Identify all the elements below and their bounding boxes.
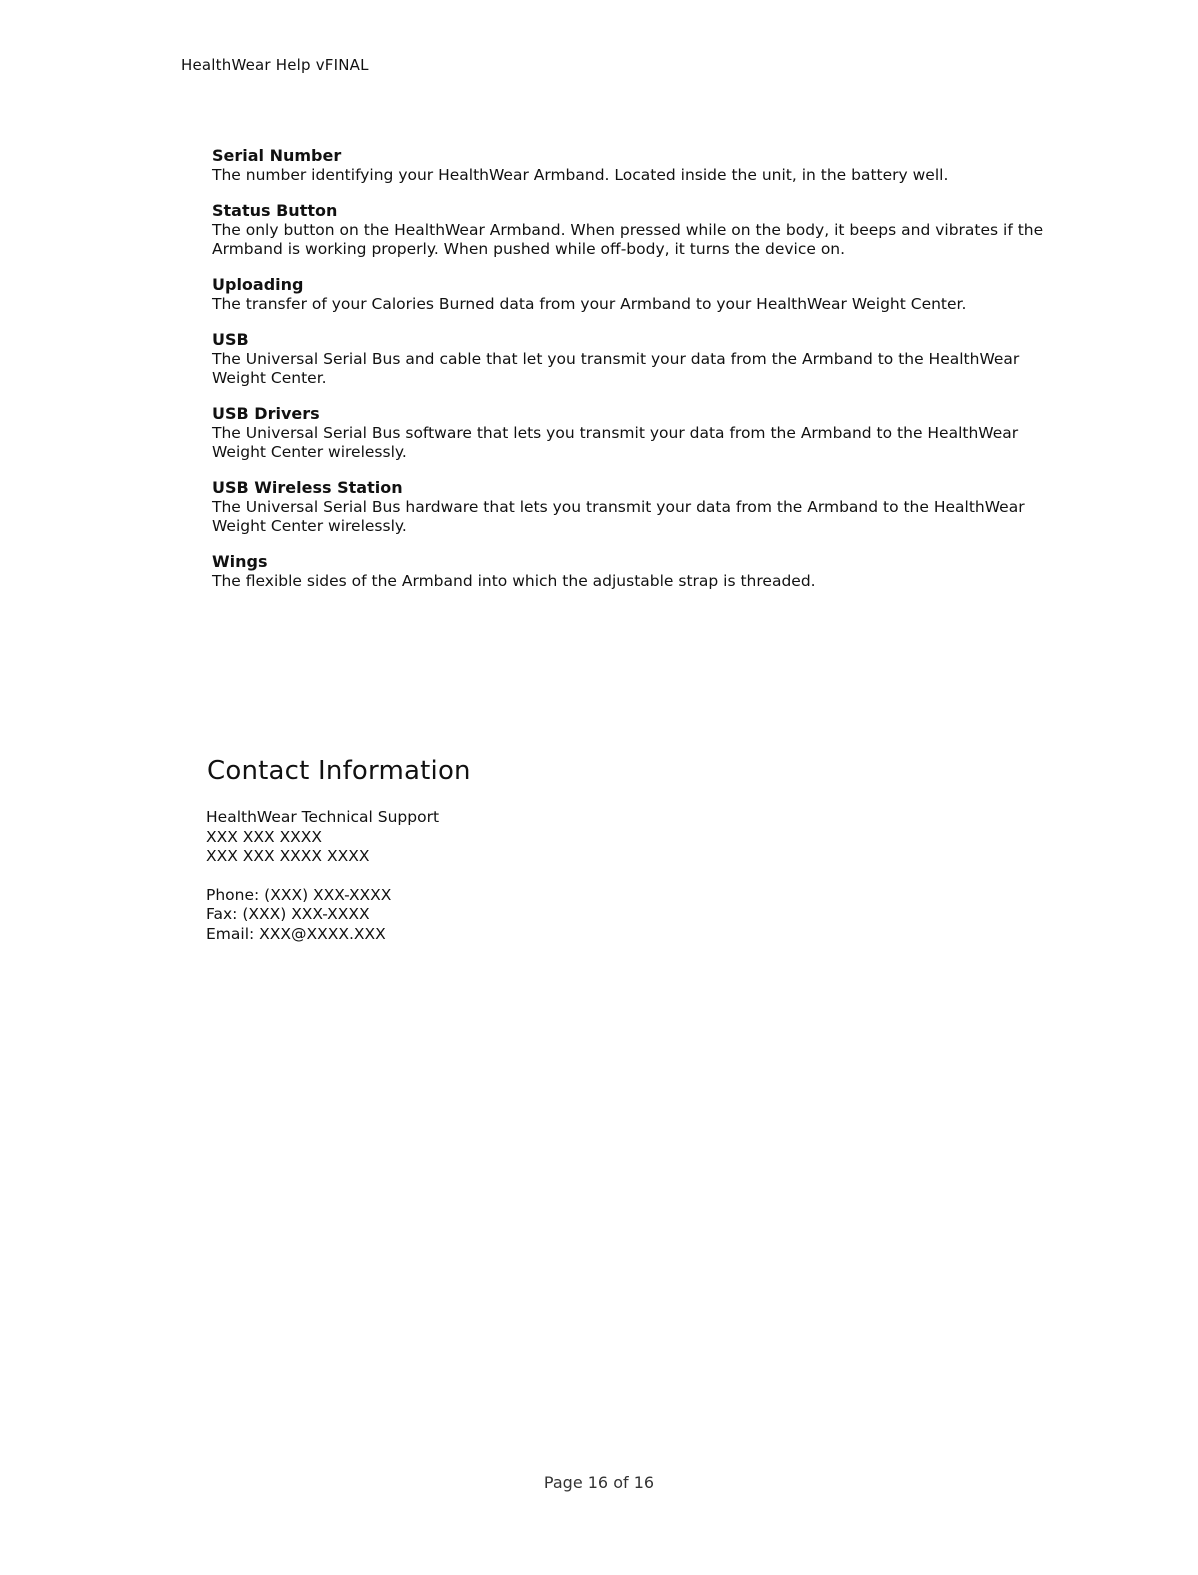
glossary-entry xyxy=(212,275,1052,314)
document-header: HealthWear Help vFINAL xyxy=(181,56,369,74)
glossary-definition: The Universal Serial Bus and cable that let you transmit your data from the Armband to the HealthWear Weight Center. xyxy=(212,350,1020,387)
glossary-entry xyxy=(212,552,1052,591)
contact-section-title: Contact Information xyxy=(207,756,471,786)
glossary-list xyxy=(212,146,1052,607)
glossary-entry xyxy=(212,146,1052,185)
glossary-entry xyxy=(212,330,1052,388)
page-footer xyxy=(0,1473,1198,1492)
glossary-definition: The number identifying your HealthWear Armband. Located inside the unit, in the battery well. xyxy=(212,166,949,184)
glossary-definition: The Universal Serial Bus software that lets you transmit your data from the Armband to the HealthWear Weight Center wirelessly. xyxy=(212,424,1019,461)
glossary-definition: The only button on the HealthWear Armband. When pressed while on the body, it beeps and vibrates if the Armband is working properly. When pushed while off-body, it turns the device on. xyxy=(212,221,1044,258)
contact-fax: Fax: (XXX) XXX-XXXX xyxy=(206,905,370,923)
contact-email: Email: XXX@XXXX.XXX xyxy=(206,924,386,943)
glossary-term: USB xyxy=(212,330,249,349)
glossary-term: Wings xyxy=(212,552,268,571)
glossary-term: USB Wireless Station xyxy=(212,478,403,497)
glossary-term: USB Drivers xyxy=(212,404,320,423)
glossary-definition: The flexible sides of the Armband into which the adjustable strap is threaded. xyxy=(212,572,816,590)
contact-address-line: XXX XXX XXXX xyxy=(206,827,323,846)
glossary-term: Status Button xyxy=(212,201,338,220)
glossary-term: Uploading xyxy=(212,275,304,294)
glossary-entry xyxy=(212,201,1052,259)
contact-phone: Phone: (XXX) XXX-XXXX xyxy=(206,885,392,904)
contact-spacer xyxy=(206,867,439,886)
glossary-term: Serial Number xyxy=(212,146,342,165)
contact-details xyxy=(206,808,439,944)
contact-address-line: XXX XXX XXXX XXXX xyxy=(206,847,370,865)
page-number: Page 16 of 16 xyxy=(543,1473,655,1492)
glossary-entry xyxy=(212,404,1052,462)
glossary-definition: The Universal Serial Bus hardware that lets you transmit your data from the Armband to the HealthWear Weight Center wirelessly. xyxy=(212,498,1025,535)
glossary-definition: The transfer of your Calories Burned data from your Armband to your HealthWear Weight Center. xyxy=(212,295,967,313)
glossary-entry xyxy=(212,478,1052,536)
contact-organization: HealthWear Technical Support xyxy=(206,808,440,826)
